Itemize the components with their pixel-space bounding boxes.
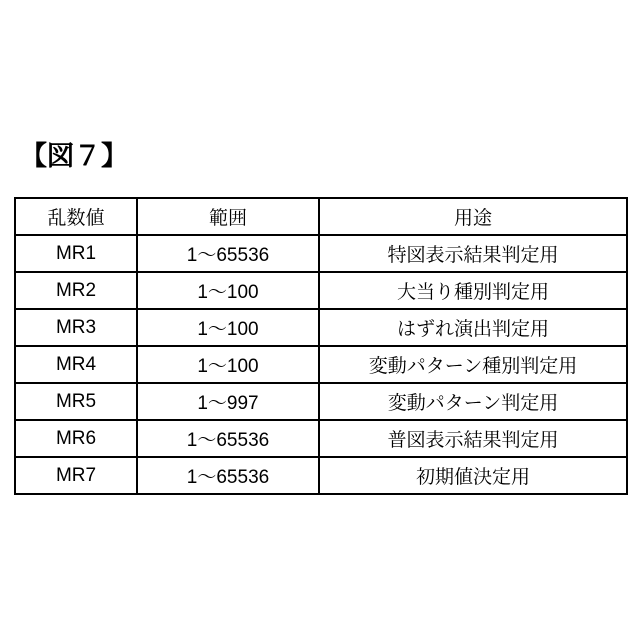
cell-random-value: MR7 [15,457,137,494]
cell-usage: 大当り種別判定用 [319,272,627,309]
column-header-usage: 用途 [319,198,627,235]
cell-random-value: MR4 [15,346,137,383]
cell-random-value: MR1 [15,235,137,272]
table-row [15,272,627,309]
table-row [15,383,627,420]
random-number-table-container [14,197,626,495]
figure-title: 【図７】 [20,141,128,171]
table-row [15,309,627,346]
table-row [15,346,627,383]
cell-range: 1〜997 [137,383,319,420]
cell-usage: 変動パターン種別判定用 [319,346,627,383]
cell-range: 1〜65536 [137,420,319,457]
cell-random-value: MR3 [15,309,137,346]
cell-random-value: MR2 [15,272,137,309]
random-number-table [14,197,628,495]
cell-range: 1〜65536 [137,235,319,272]
cell-usage: 変動パターン判定用 [319,383,627,420]
cell-usage: 初期値決定用 [319,457,627,494]
column-header-range: 範囲 [137,198,319,235]
cell-usage: 特図表示結果判定用 [319,235,627,272]
cell-random-value: MR5 [15,383,137,420]
cell-range: 1〜100 [137,272,319,309]
cell-range: 1〜100 [137,346,319,383]
cell-range: 1〜100 [137,309,319,346]
table-row [15,420,627,457]
table-row [15,235,627,272]
cell-usage: はずれ演出判定用 [319,309,627,346]
table-header-row [15,198,627,235]
cell-range: 1〜65536 [137,457,319,494]
column-header-random-value: 乱数値 [15,198,137,235]
cell-random-value: MR6 [15,420,137,457]
table-row [15,457,627,494]
cell-usage: 普図表示結果判定用 [319,420,627,457]
